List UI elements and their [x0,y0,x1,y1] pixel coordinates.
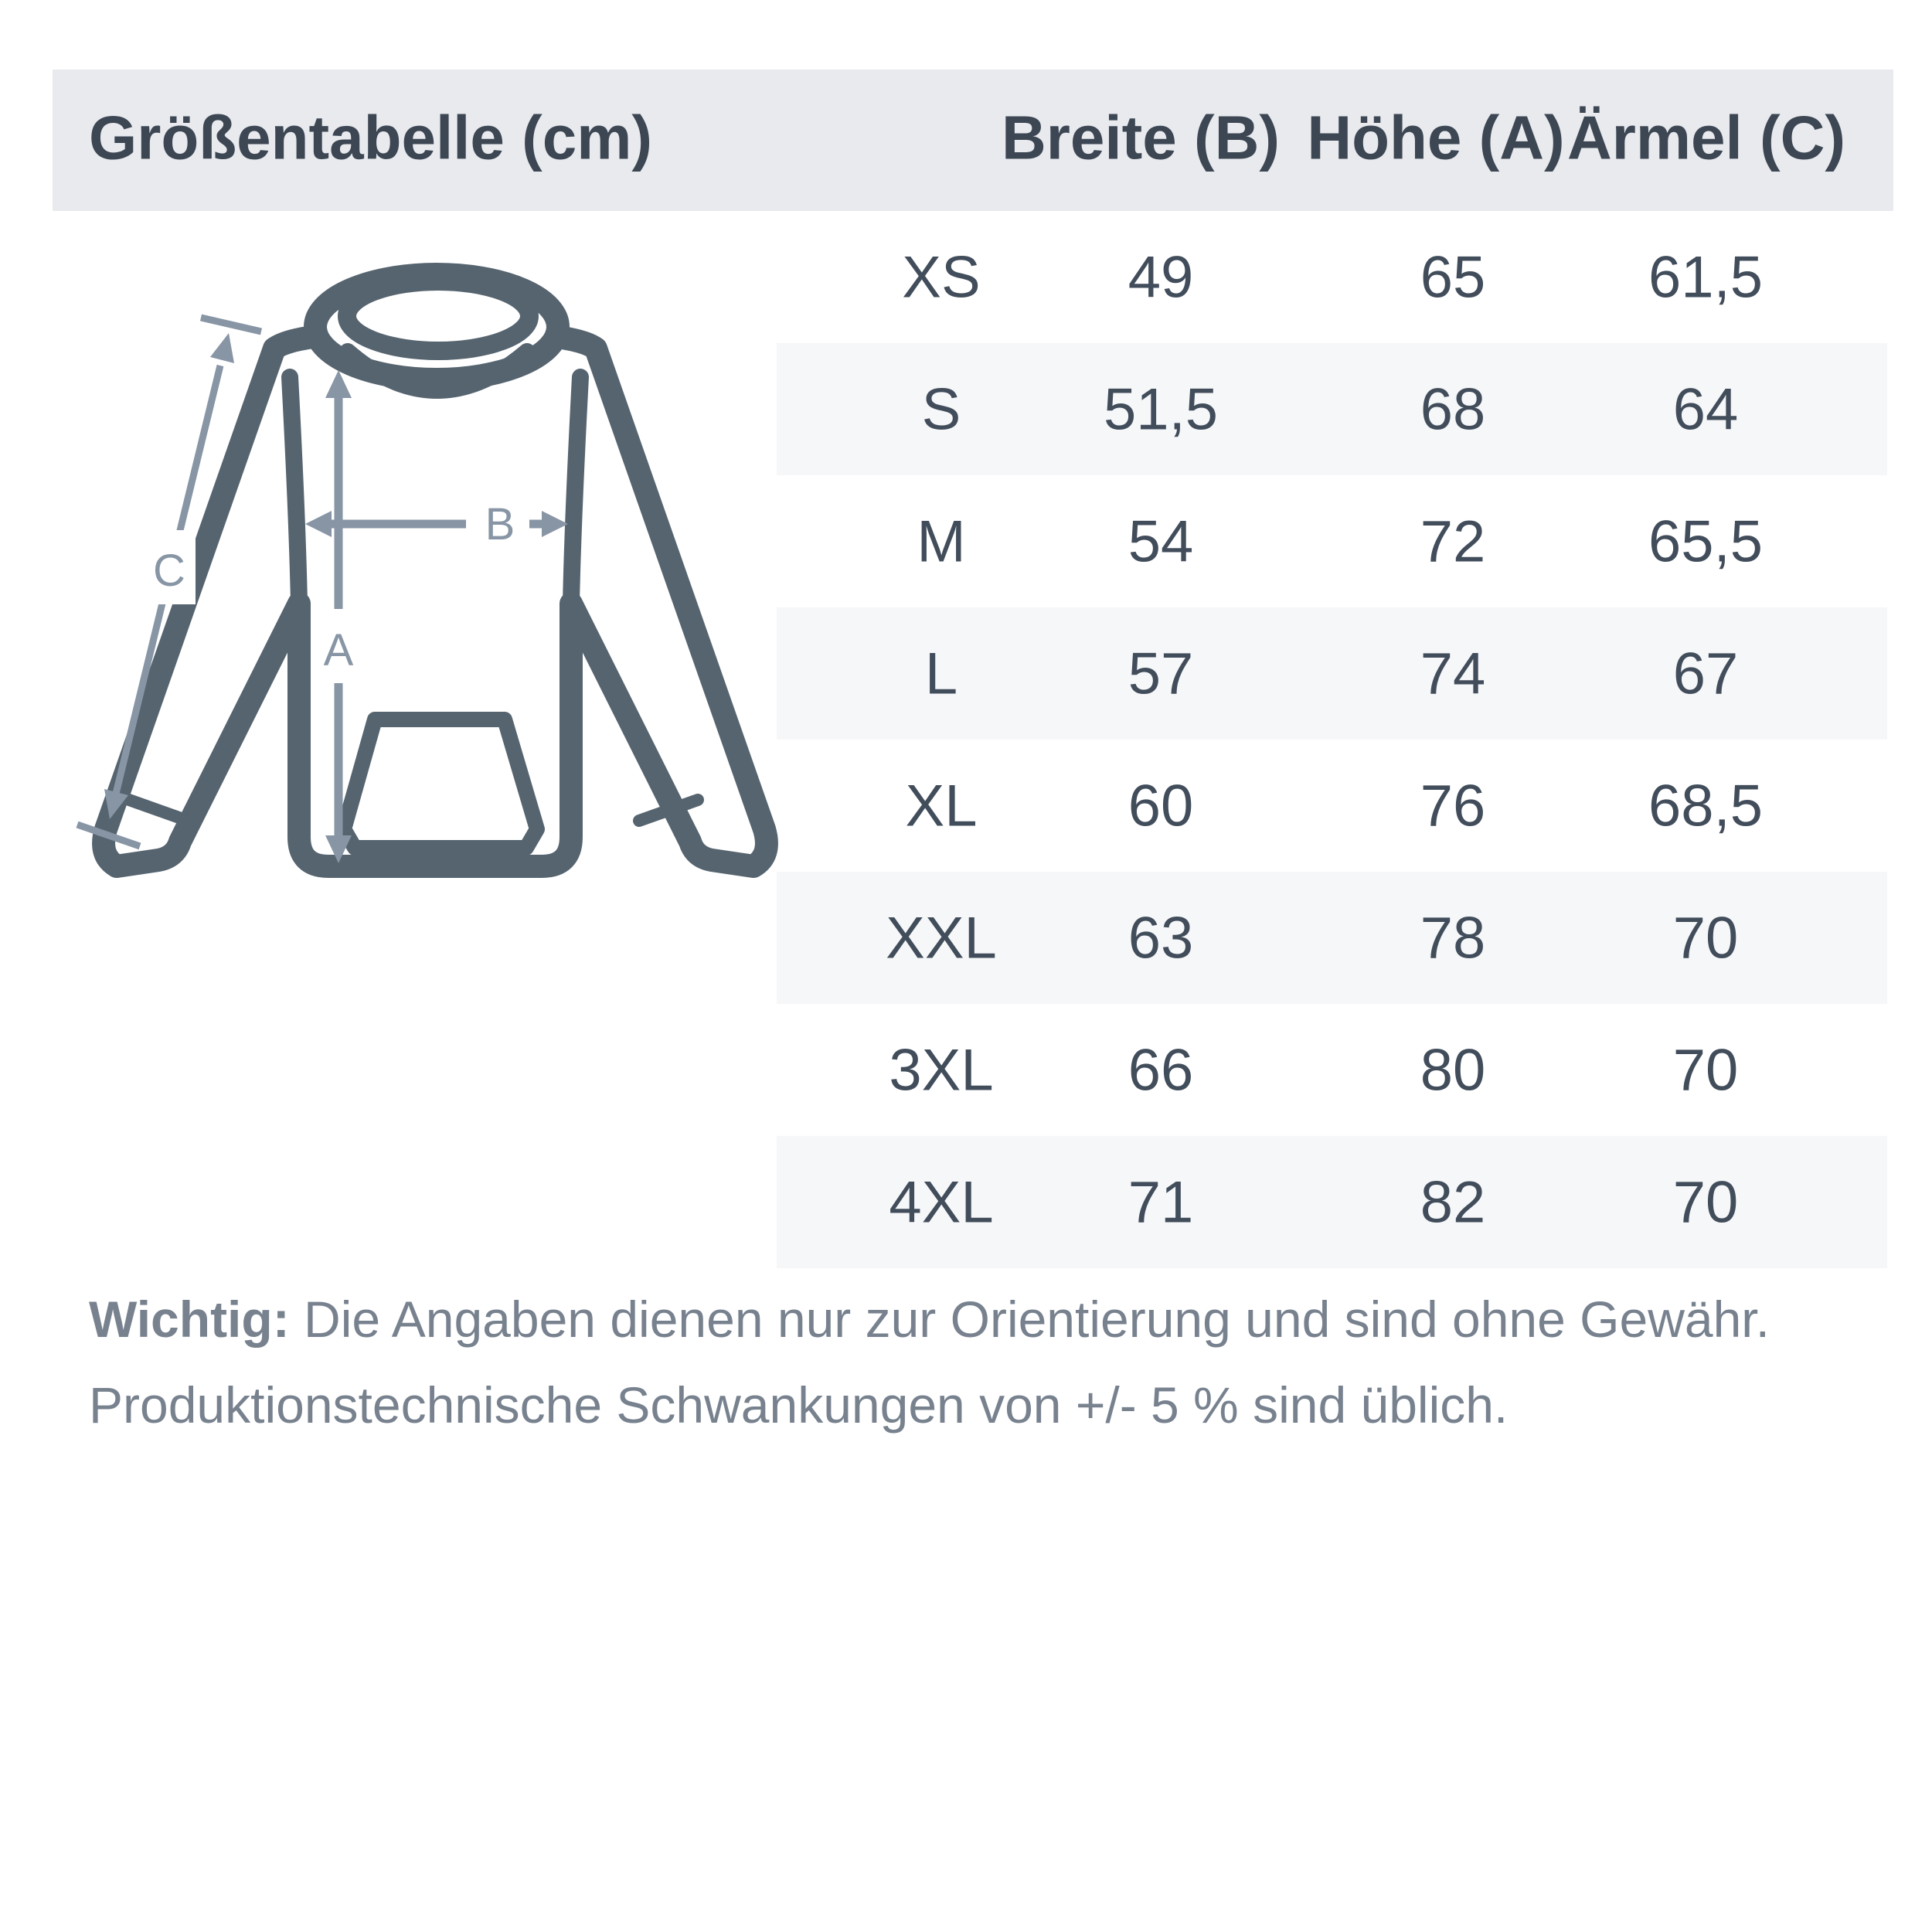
cell-breite: 57 [1128,641,1194,706]
cell-size: 3XL [889,1037,994,1103]
cell-size: S [921,376,961,442]
cell-size: XS [902,244,981,310]
measure-c-tick-top [201,318,261,332]
raglan-seam-left [290,377,299,604]
hoodie-measurement-diagram [43,219,784,914]
table-row [777,1004,1887,1136]
kangaroo-pocket [344,719,537,848]
cell-aermel: 68,5 [1648,773,1763,838]
measure-c-label: C [153,546,185,596]
table-row [777,872,1887,1004]
cell-breite: 49 [1128,244,1194,310]
hood-opening [347,281,529,351]
cell-aermel: 70 [1672,1169,1739,1235]
measure-c-arrowhead-top [210,333,234,363]
cell-aermel: 70 [1672,1037,1739,1103]
cell-breite: 60 [1128,773,1194,838]
cell-hoehe: 80 [1420,1037,1486,1103]
cell-breite: 63 [1128,905,1194,971]
measure-b-label: B [485,499,515,549]
column-header-hoehe: Höhe (A) [1307,102,1565,172]
cell-size: 4XL [889,1169,994,1235]
cell-size: XXL [886,905,997,971]
footer-line-1 [89,1277,1897,1362]
cell-hoehe: 72 [1420,509,1486,574]
cell-size: M [917,509,966,574]
cell-hoehe: 82 [1420,1169,1486,1235]
cell-breite: 51,5 [1104,376,1218,442]
footer-note [89,1277,1897,1448]
measure-a-label: A [323,625,354,675]
table-row [777,475,1887,607]
cell-aermel: 65,5 [1648,509,1763,574]
size-chart-header [53,70,1893,211]
footer-important-label: Wichtig: [89,1291,290,1348]
cell-hoehe: 68 [1420,376,1486,442]
cell-breite: 54 [1128,509,1194,574]
cell-breite: 71 [1128,1169,1194,1235]
footer-line-1-text: Die Angaben dienen nur zur Orientierung und sind ohne Gewähr. [289,1291,1770,1348]
column-header-aermel: Ärmel (C) [1566,102,1846,172]
cell-aermel: 67 [1672,641,1739,706]
cell-hoehe: 65 [1420,244,1486,310]
table-row [777,740,1887,872]
cell-aermel: 64 [1672,376,1739,442]
cell-size: XL [905,773,978,838]
cell-hoehe: 74 [1420,641,1486,706]
table-row [777,1136,1887,1268]
page-title: Größentabelle (cm) [89,102,653,172]
column-header-breite: Breite (B) [1001,102,1281,172]
footer-line-2: Produktionstechnische Schwankungen von +/- 5 % sind üblich. [89,1376,1509,1434]
cell-hoehe: 76 [1420,773,1486,838]
table-row [777,211,1887,343]
table-row [777,343,1887,475]
cell-aermel: 70 [1672,905,1739,971]
table-row [777,607,1887,740]
cell-aermel: 61,5 [1648,244,1763,310]
cell-breite: 66 [1128,1037,1194,1103]
cell-size: L [924,641,958,706]
raglan-seam-right [571,377,580,604]
cell-hoehe: 78 [1420,905,1486,971]
